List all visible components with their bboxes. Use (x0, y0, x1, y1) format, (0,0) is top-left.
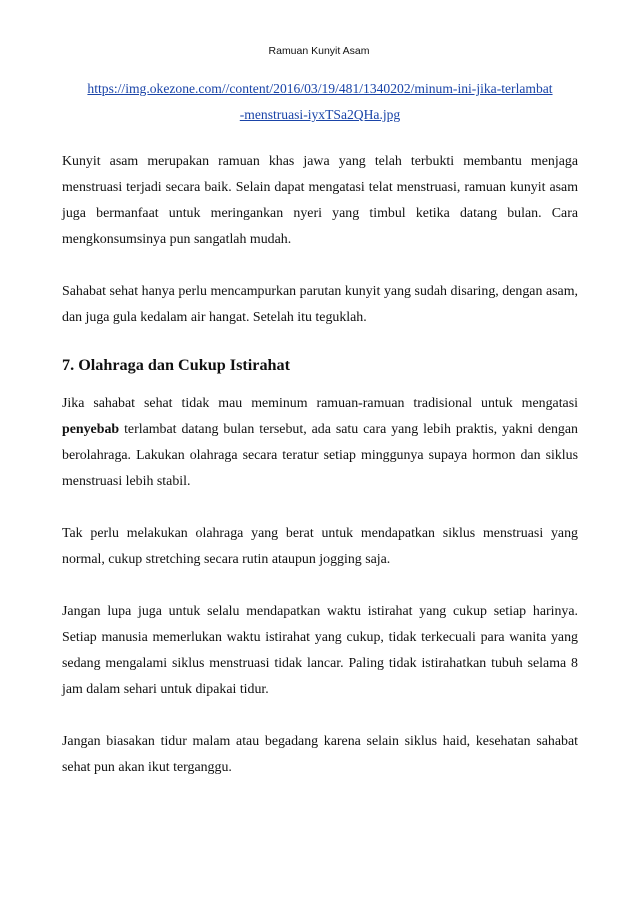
paragraph-text: terlambat datang bulan tersebut, ada satu cara yang lebih praktis, yakni dengan berolahraga. Lakukan olahraga secara teratur setiap minggunya supaya hormon dan siklus menstruasi lebih stabil. (62, 422, 578, 489)
paragraph-olahraga-intro (62, 391, 578, 495)
paragraph-istirahat: Jangan lupa juga untuk selalu mendapatkan waktu istirahat yang cukup setiap harinya. Setiap manusia memerlukan waktu istirahat yang cukup, tidak terkecuali para wanita yang sedang mengalami siklus menstruasi tidak lancar. Paling tidak istirahatkan tubuh selama 8 jam dalam sehari untuk dipakai tidur. (62, 604, 578, 697)
paragraph-text: Jika sahabat sehat tidak mau meminum ramuan-ramuan tradisional untuk mengatasi (62, 396, 578, 411)
bold-keyword: penyebab (62, 422, 120, 437)
paragraph-olahraga-light: Tak perlu melakukan olahraga yang berat untuk mendapatkan siklus menstruasi yang normal, cukup stretching secara rutin ataupun jogging saja. (62, 526, 578, 567)
image-caption: Ramuan Kunyit Asam (268, 45, 370, 57)
paragraph-kunyit-asam-method: Sahabat sehat hanya perlu mencampurkan parutan kunyit yang sudah disaring, dengan asam, dan juga gula kedalam air hangat. Setelah itu teguklah. (62, 284, 578, 325)
source-url-line-2[interactable]: -menstruasi-iyxTSa2QHa.jpg (239, 107, 401, 122)
source-url-line-1[interactable]: https://img.okezone.com//content/2016/03/19/481/1340202/minum-ini-jika-terlambat (87, 81, 553, 96)
section-heading: 7. Olahraga dan Cukup Istirahat (62, 356, 291, 374)
paragraph-begadang: Jangan biasakan tidur malam atau begadang karena selain siklus haid, kesehatan sahabat sehat pun akan ikut terganggu. (62, 734, 578, 775)
paragraph-kunyit-asam-intro: Kunyit asam merupakan ramuan khas jawa yang telah terbukti membantu menjaga menstruasi terjadi secara baik. Selain dapat mengatasi telat menstruasi, ramuan kunyit asam juga bermanfaat untuk meringankan nyeri yang timbul ketika datang bulan. Cara mengkonsumsinya pun sangatlah mudah. (62, 154, 578, 247)
image-source-link[interactable] (62, 76, 578, 128)
article-body (62, 149, 578, 781)
